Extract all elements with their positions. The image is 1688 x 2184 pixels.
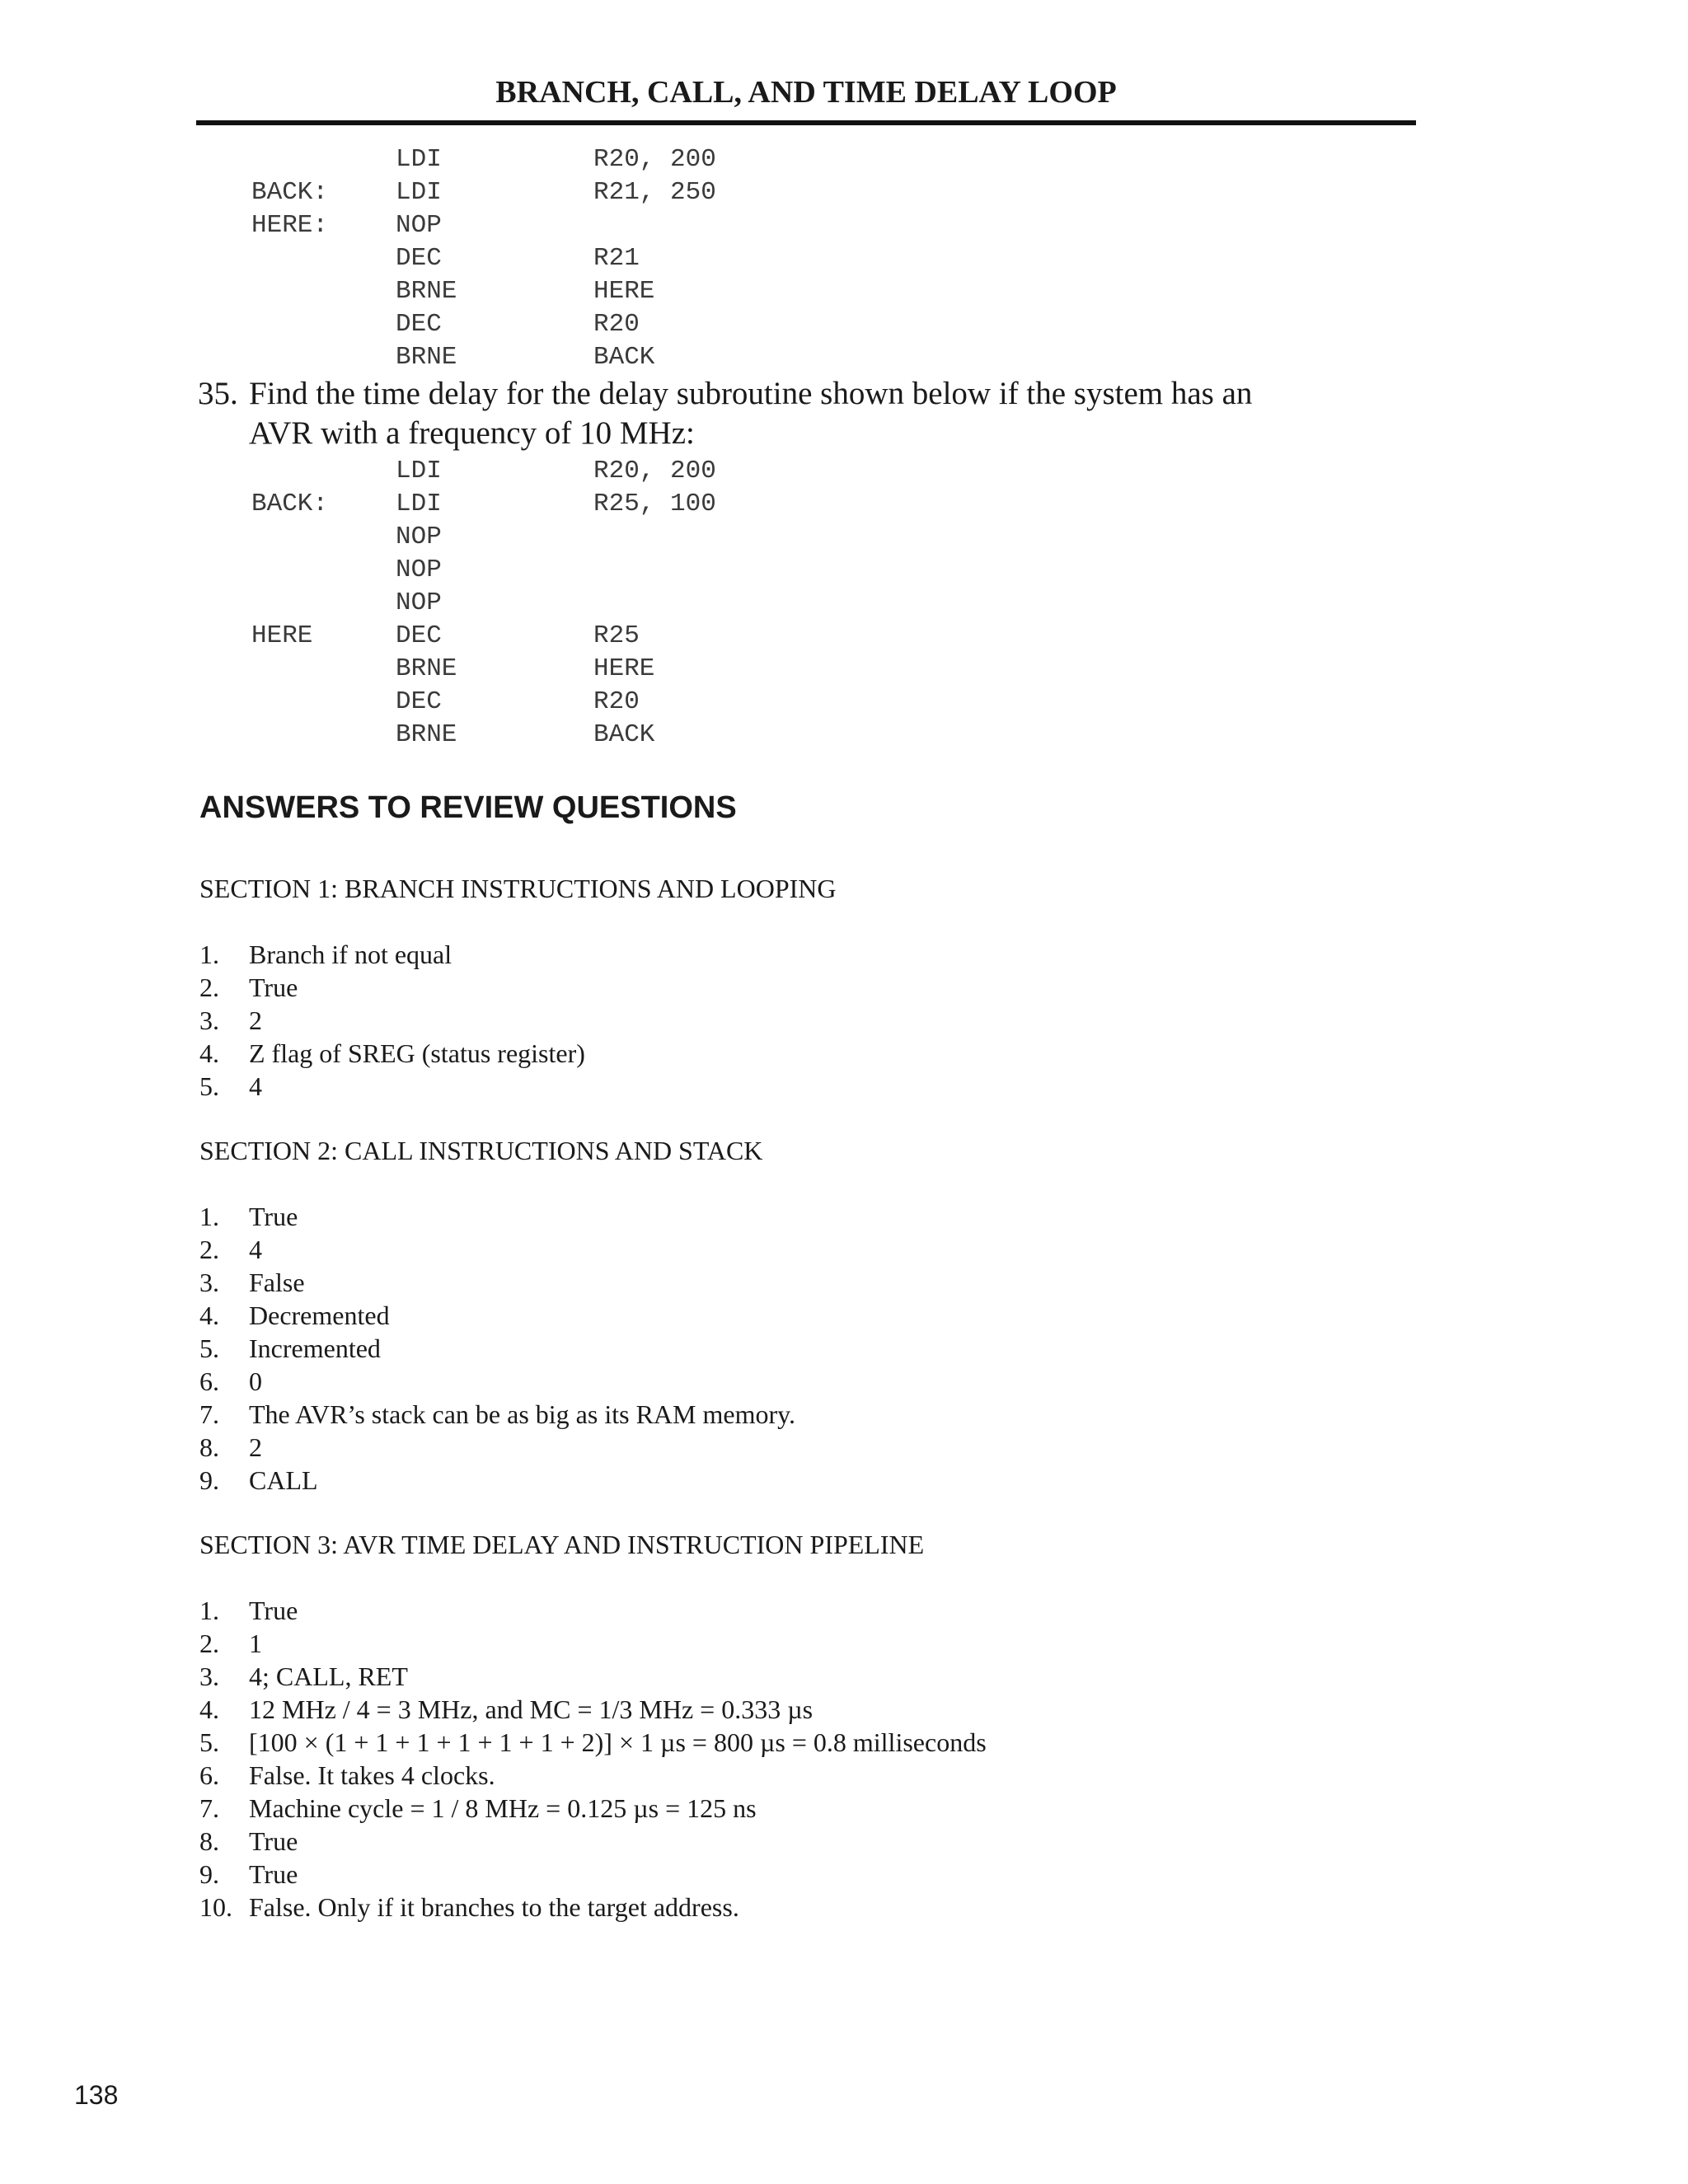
answer-text: Machine cycle = 1 / 8 MHz = 0.125 µs = 125 ns [249, 1793, 757, 1823]
code-label: HERE [251, 621, 313, 650]
code-label: BACK: [251, 178, 329, 207]
code-opcode: BRNE [396, 654, 457, 683]
code-opcode: DEC [396, 621, 442, 650]
answer-number: 2. [199, 1629, 219, 1658]
answer-number: 7. [199, 1399, 219, 1429]
code-label: BACK: [251, 490, 329, 518]
code-operand: R21, 250 [593, 178, 716, 207]
answer-number: 9. [199, 1465, 219, 1495]
answer-text: True [249, 1596, 298, 1625]
answer-text: 4; CALL, RET [249, 1661, 408, 1691]
answer-number: 2. [199, 1235, 219, 1264]
answer-text: 2 [249, 1005, 262, 1035]
code-operand: R21 [593, 244, 640, 273]
code-operand: BACK [593, 343, 655, 372]
code-operand: R20, 200 [593, 145, 716, 174]
answer-text: Decremented [249, 1301, 390, 1330]
answer-number: 8. [199, 1432, 219, 1462]
answer-text: 1 [249, 1629, 262, 1658]
answer-text: True [249, 972, 298, 1002]
answer-number: 1. [199, 1596, 219, 1625]
answer-number: 4. [199, 1301, 219, 1330]
answer-text: 12 MHz / 4 = 3 MHz, and MC = 1/3 MHz = 0.333 µs [249, 1694, 814, 1724]
code-operand: BACK [593, 720, 655, 749]
answer-text: 4 [249, 1071, 262, 1101]
answer-number: 3. [199, 1268, 219, 1297]
answer-number: 2. [199, 972, 219, 1002]
code-opcode: DEC [396, 687, 442, 716]
answer-number: 10. [199, 1892, 232, 1922]
answer-text: False. It takes 4 clocks. [249, 1760, 495, 1790]
code-operand: R20, 200 [593, 457, 716, 485]
answer-text: False [249, 1268, 305, 1297]
code-opcode: LDI [396, 457, 442, 485]
answer-text: The AVR’s stack can be as big as its RAM memory. [249, 1399, 796, 1429]
answer-text: 2 [249, 1432, 262, 1462]
section-2-title: SECTION 2: CALL INSTRUCTIONS AND STACK [199, 1136, 763, 1165]
page-header-title: BRANCH, CALL, AND TIME DELAY LOOP [495, 75, 1117, 110]
answer-text: True [249, 1826, 298, 1856]
code-opcode: NOP [396, 211, 442, 240]
question-text-line-1: Find the time delay for the delay subroutine shown below if the system has an [249, 376, 1253, 411]
code-operand: R20 [593, 687, 640, 716]
answer-text: 4 [249, 1235, 262, 1264]
code-operand: R25 [593, 621, 640, 650]
answer-text: [100 × (1 + 1 + 1 + 1 + 1 + 1 + 2)] × 1 µs = 800 µs = 0.8 milliseconds [249, 1727, 987, 1757]
answer-number: 9. [199, 1859, 219, 1889]
answer-number: 6. [199, 1760, 219, 1790]
code-operand: R20 [593, 310, 640, 339]
code-opcode: BRNE [396, 720, 457, 749]
code-opcode: LDI [396, 490, 442, 518]
answer-text: True [249, 1202, 298, 1231]
code-opcode: NOP [396, 523, 442, 551]
code-opcode: BRNE [396, 277, 457, 306]
answer-text: Branch if not equal [249, 940, 452, 969]
answer-text: True [249, 1859, 298, 1889]
code-label: HERE: [251, 211, 329, 240]
answer-text: Z flag of SREG (status register) [249, 1038, 585, 1068]
answer-number: 3. [199, 1661, 219, 1691]
answer-number: 4. [199, 1038, 219, 1068]
answer-number: 1. [199, 1202, 219, 1231]
answer-number: 1. [199, 940, 219, 969]
section-1-title: SECTION 1: BRANCH INSTRUCTIONS AND LOOPING [199, 874, 837, 903]
code-opcode: LDI [396, 178, 442, 207]
answer-number: 4. [199, 1694, 219, 1724]
answer-number: 3. [199, 1005, 219, 1035]
answer-text: Incremented [249, 1333, 381, 1363]
section-3-title: SECTION 3: AVR TIME DELAY AND INSTRUCTION PIPELINE [199, 1530, 925, 1559]
code-opcode: DEC [396, 244, 442, 273]
code-opcode: LDI [396, 145, 442, 174]
answer-number: 7. [199, 1793, 219, 1823]
code-opcode: DEC [396, 310, 442, 339]
code-opcode: NOP [396, 588, 442, 617]
answers-heading: ANSWERS TO REVIEW QUESTIONS [199, 790, 737, 825]
answer-number: 6. [199, 1366, 219, 1396]
answer-number: 5. [199, 1333, 219, 1363]
answer-text: 0 [249, 1366, 262, 1396]
code-operand: HERE [593, 277, 655, 306]
answer-text: False. Only if it branches to the target address. [249, 1892, 739, 1922]
code-opcode: NOP [396, 555, 442, 584]
code-operand: R25, 100 [593, 490, 716, 518]
question-text-line-2: AVR with a frequency of 10 MHz: [249, 415, 695, 451]
code-opcode: BRNE [396, 343, 457, 372]
answer-number: 5. [199, 1727, 219, 1757]
answer-number: 8. [199, 1826, 219, 1856]
question-number: 35. [198, 376, 238, 411]
code-operand: HERE [593, 654, 655, 683]
page-number: 138 [74, 2080, 119, 2110]
answer-number: 5. [199, 1071, 219, 1101]
header-rule [196, 120, 1416, 125]
answer-text: CALL [249, 1465, 318, 1495]
